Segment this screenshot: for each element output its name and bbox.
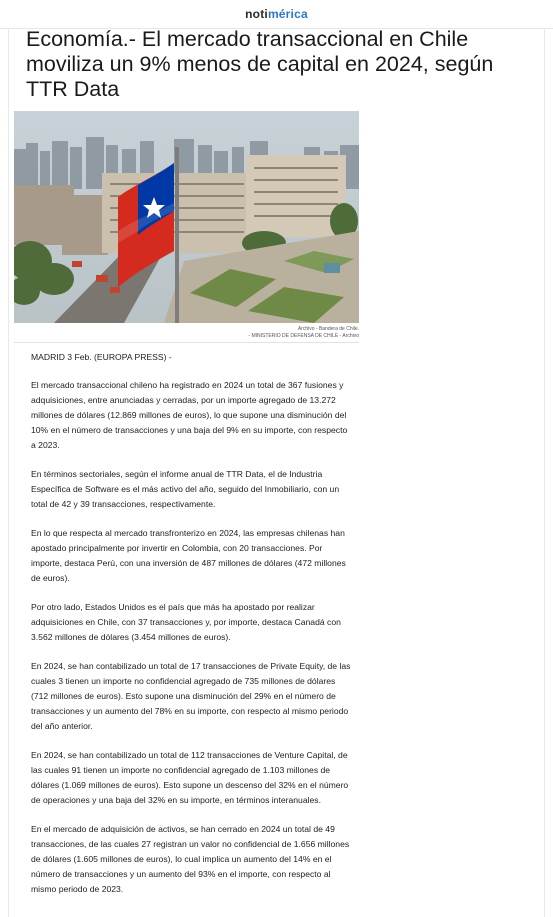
article-paragraph: En términos sectoriales, según el informe anual de TTR Data, el de Industria Específica de Software es el más activo del año, seguido del Inmobiliario, con un total de 42 y 39 transacciones, respectivamente. [31,469,340,509]
article-paragraph: En el mercado de adquisición de activos, se han cerrado en 2024 un total de 49 transacciones, de las cuales 27 registran un valor no confidencial de 1.656 millones de dólares (1.605 millones de euros), lo cual implica un aumento del 14% en el número de transacciones y un aumento del 93% en el importe, con respecto al mismo periodo de 2023. [31,824,350,894]
right-column-rule [544,28,545,917]
image-caption: Archivo - Bandera de Chile. [297,326,359,332]
top-bar [0,0,553,29]
article-paragraph: En lo que respecta al mercado transfronterizo en 2024, las empresas chilenas han apostado principalmente por invertir en Colombia, con 20 transacciones. Por importe, destaca Perú, con una inversión de 487 millones de dólares (472 millones de euros). [31,528,346,583]
site-logo[interactable] [0,7,553,21]
logo-part-noti: noti [245,7,268,21]
chile-flag-cityscape-image [14,111,359,323]
image-credit: - MINISTERIO DE DEFENSA DE CHILE - Archivo [248,333,359,339]
article-paragraph: El mercado transaccional chileno ha registrado en 2024 un total de 367 fusiones y adquisiciones, entre anunciadas y cerradas, por un importe agregado de 13.272 millones de dólares (12.869 millones de euros), lo que supone una disminución del 10% en el número de transacciones y una baja del 9% en su importe, con respecto a 2023. [31,380,348,450]
article-title: Economía.- El mercado transaccional en Chile moviliza un 9% menos de capital en 2024, según TTR Data [26,27,494,101]
caption-divider [14,342,359,343]
article-paragraph: Por otro lado, Estados Unidos es el país que más ha apostado por realizar adquisiciones en Chile, con 37 transacciones y, por importe, destaca Canadá con 3.562 millones de dólares (3.454 millones de euros). [31,602,341,642]
left-column-rule [8,28,9,917]
logo-part-merica: mérica [267,7,308,21]
article-body [31,350,351,911]
article-paragraph: En 2024, se han contabilizado un total de 112 transacciones de Venture Capital, de las cuales 91 tienen un importe no confidencial agregado de 1.103 millones de dólares (1.069 millones de euros). Esto supone un descenso del 32% en el número de operaciones y una baja del 32% en su importe, en términos interanuales. [31,750,349,805]
article-dateline: MADRID 3 Feb. (EUROPA PRESS) - [31,352,172,362]
article-photo [14,111,359,323]
article-paragraph: En 2024, se han contabilizado un total de 17 transacciones de Private Equity, de las cuales 3 tienen un importe no confidencial agregado de 735 millones de dólares (712 millones de euros). Esto supone una disminución del 29% en el número de transacciones y un aumento del 78% en su importe, con respecto al mismo periodo del año anterior. [31,661,351,731]
